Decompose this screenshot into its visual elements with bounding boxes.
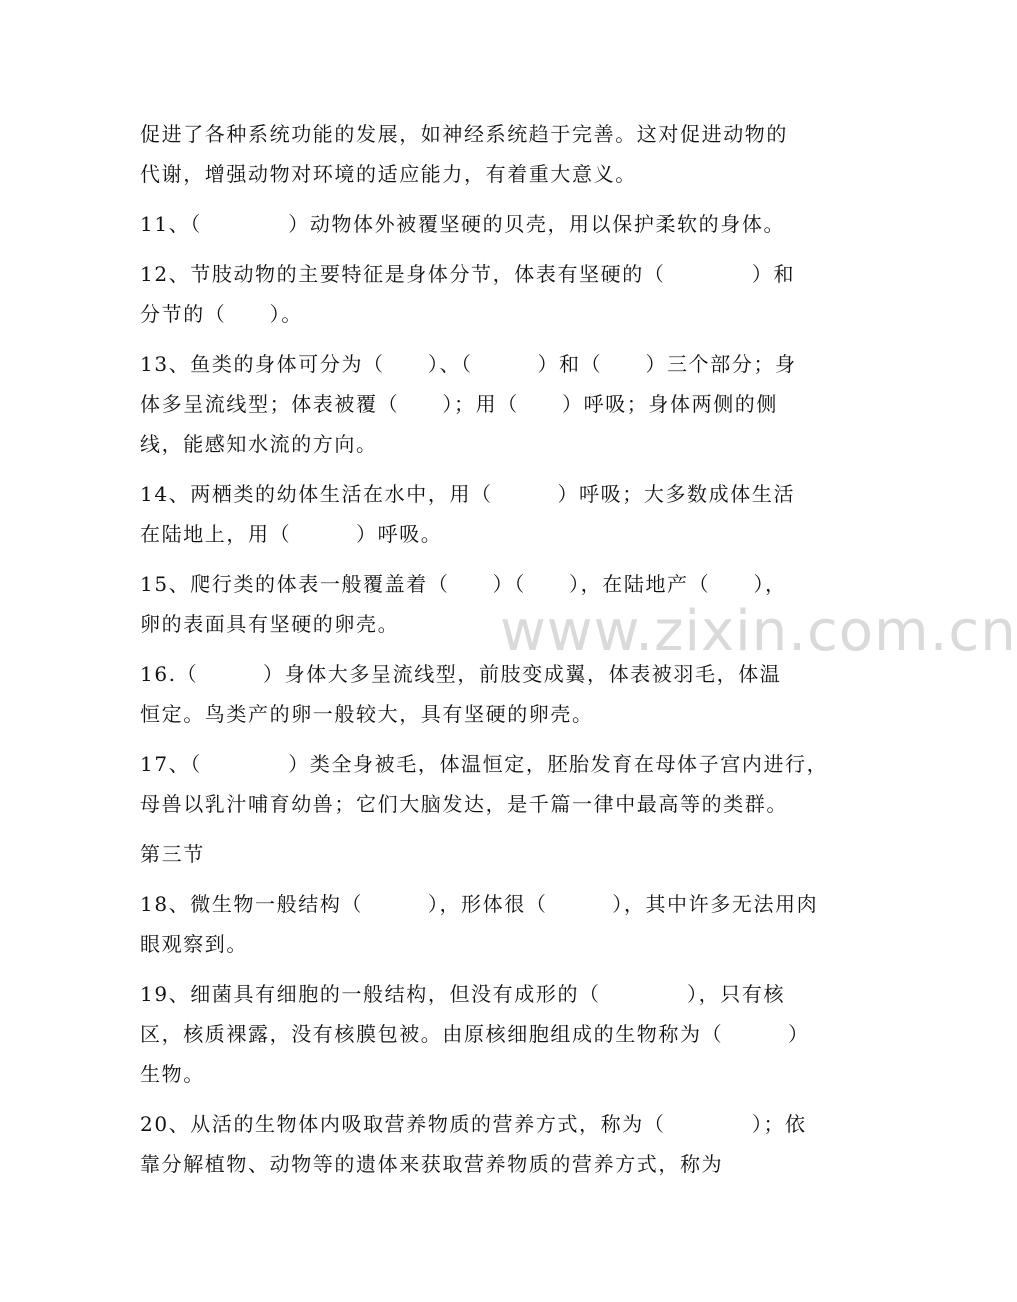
text-line: 体多呈流线型；体表被覆（ ）；用（ ）呼吸；身体两侧的侧	[140, 392, 778, 416]
text-line: 分节的（ ）。	[140, 302, 303, 326]
question-17: 17、（ ）类全身被毛，体温恒定，胚胎发育在母体子宫内进行，	[140, 752, 829, 776]
text-line: 代谢，增强动物对环境的适应能力，有着重大意义。	[140, 162, 637, 186]
text-line: 区，核质裸露，没有核膜包被。由原核细胞组成的生物称为（ ）	[140, 1022, 810, 1046]
text-line: 眼观察到。	[140, 932, 248, 956]
text-line: 在陆地上，用（ ）呼吸。	[140, 522, 443, 546]
question-11: 11、（ ）动物体外被覆坚硬的贝壳，用以保护柔软的身体。	[140, 212, 786, 236]
text-line: 靠分解植物、动物等的遗体来获取营养物质的营养方式，称为	[140, 1152, 724, 1176]
watermark: www.zixin.com.cn	[500, 599, 1017, 664]
question-14: 14、两栖类的幼体生活在水中，用（ ）呼吸；大多数成体生活	[140, 482, 796, 506]
text-line: 恒定。鸟类产的卵一般较大，具有坚硬的卵壳。	[140, 702, 594, 726]
question-13: 13、鱼类的身体可分为（ ）、（ ）和（ ）三个部分；身	[140, 352, 797, 376]
question-20: 20、从活的生物体内吸取营养物质的营养方式，称为（ ）；依	[140, 1112, 807, 1136]
question-16: 16.（ ）身体大多呈流线型，前肢变成翼，体表被羽毛，体温	[140, 662, 782, 686]
question-19: 19、细菌具有细胞的一般结构，但没有成形的（ ），只有核	[140, 982, 786, 1006]
question-12: 12、节肢动物的主要特征是身体分节，体表有坚硬的（ ）和	[140, 262, 796, 286]
section-heading: 第三节	[140, 842, 205, 866]
text-line: 卵的表面具有坚硬的卵壳。	[140, 612, 400, 636]
text-line: 母兽以乳汁哺育幼兽；它们大脑发达，是千篇一律中最高等的类群。	[140, 792, 788, 816]
question-18: 18、微生物一般结构（ ），形体很（ ），其中许多无法用肉	[140, 892, 819, 916]
text-line: 促进了各种系统功能的发展，如神经系统趋于完善。这对促进动物的	[140, 122, 788, 146]
text-line: 线，能感知水流的方向。	[140, 432, 378, 456]
text-line: 生物。	[140, 1062, 205, 1086]
question-15: 15、爬行类的体表一般覆盖着（ ）（ ），在陆地产（ ），	[140, 572, 787, 596]
